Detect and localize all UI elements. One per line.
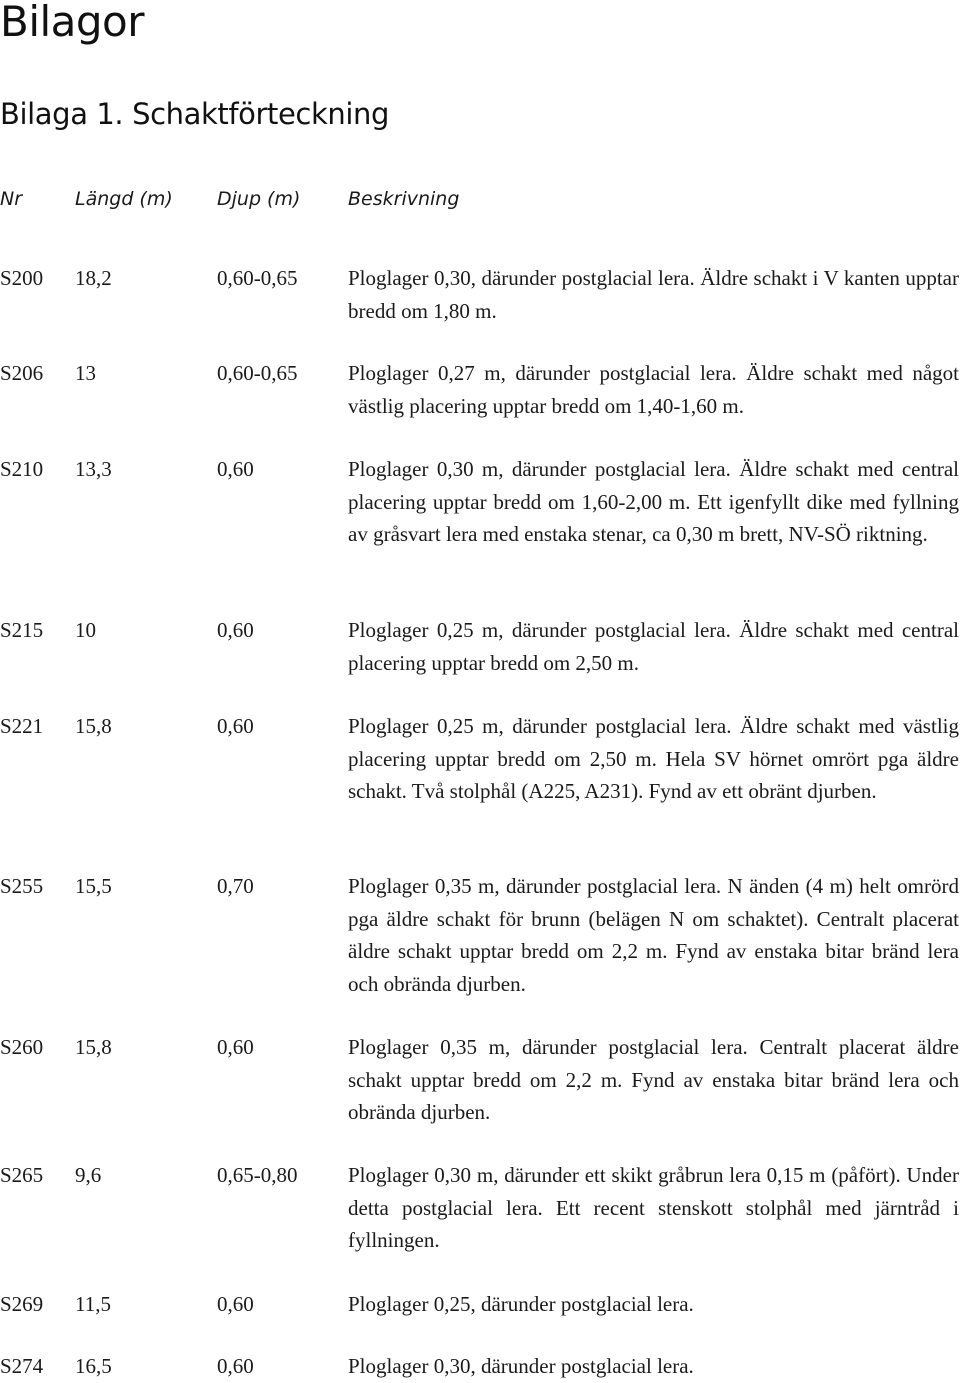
cell-length: 13,3 [75,457,112,481]
cell-depth: 0,60 [217,618,254,642]
cell-nr: S210 [0,457,44,481]
cell-length: 9,6 [75,1163,102,1187]
cell-nr: S274 [0,1354,44,1378]
cell-nr: S269 [0,1292,44,1316]
cell-description: Ploglager 0,35 m, därunder postglacial lera. N änden (4 m) helt omrörd pga äldre schakt för brunn (belägen N om schaktet). Centralt placerat äldre schakt upptar bredd om 2,2 m. Fynd av enstaka bitar bränd lera och obrända djurben. [348,874,959,996]
cell-description: Ploglager 0,35 m, därunder postglacial lera. Centralt placerat äldre schakt upptar bredd om 2,2 m. Fynd av enstaka bitar bränd lera och obrända djurben. [348,1035,959,1124]
cell-description: Ploglager 0,27 m, därunder postglacial lera. Äldre schakt med något västlig placering upptar bredd om 1,40-1,60 m. [348,361,959,418]
cell-depth: 0,65-0,80 [217,1163,298,1187]
header-length: Längd (m) [75,188,173,210]
header-nr: Nr [0,188,23,210]
cell-description: Ploglager 0,30 m, därunder ett skikt gråbrun lera 0,15 m (påfört). Under detta postglacial lera. Ett recent stenskott stolphål med järntråd i fyllningen. [348,1163,959,1252]
cell-depth: 0,60-0,65 [217,266,298,290]
cell-length: 10 [75,618,96,642]
cell-nr: S215 [0,618,44,642]
cell-nr: S260 [0,1035,44,1059]
cell-length: 15,5 [75,874,112,898]
header-description: Beskrivning [348,188,460,210]
cell-description: Ploglager 0,30 m, därunder postglacial lera. Äldre schakt med central placering upptar bredd om 1,60-2,00 m. Ett igenfyllt dike med fyllning av gråsvart lera med enstaka stenar, ca 0,30 m brett, NV-SÖ riktning. [348,457,959,546]
cell-length: 11,5 [75,1292,111,1316]
section-title: Bilaga 1. Schaktförteckning [0,97,389,131]
cell-description: Ploglager 0,25 m, därunder postglacial lera. Äldre schakt med central placering upptar bredd om 2,50 m. [348,618,959,675]
cell-depth: 0,60 [217,1292,254,1316]
cell-length: 18,2 [75,266,112,290]
cell-depth: 0,60 [217,714,254,738]
cell-description: Ploglager 0,25 m, därunder postglacial lera. Äldre schakt med västlig placering upptar bredd om 2,50 m. Hela SV hörnet omrört pga äldre schakt. Två stolphål (A225, A231). Fynd av ett obränt djurben. [348,714,959,803]
cell-depth: 0,70 [217,874,254,898]
cell-nr: S206 [0,361,44,385]
header-depth: Djup (m) [217,188,301,210]
cell-description: Ploglager 0,30, därunder postglacial lera. [348,1354,694,1378]
cell-description: Ploglager 0,30, därunder postglacial lera. Äldre schakt i V kanten upptar bredd om 1,80 m. [348,266,959,323]
cell-description: Ploglager 0,25, därunder postglacial lera. [348,1292,694,1316]
cell-depth: 0,60-0,65 [217,361,298,385]
cell-length: 15,8 [75,714,112,738]
cell-depth: 0,60 [217,457,254,481]
page-title: Bilagor [0,0,145,46]
cell-length: 13 [75,361,96,385]
cell-nr: S221 [0,714,44,738]
cell-nr: S255 [0,874,44,898]
cell-depth: 0,60 [217,1354,254,1378]
cell-length: 15,8 [75,1035,112,1059]
cell-length: 16,5 [75,1354,112,1378]
cell-nr: S200 [0,266,44,290]
cell-nr: S265 [0,1163,44,1187]
cell-depth: 0,60 [217,1035,254,1059]
